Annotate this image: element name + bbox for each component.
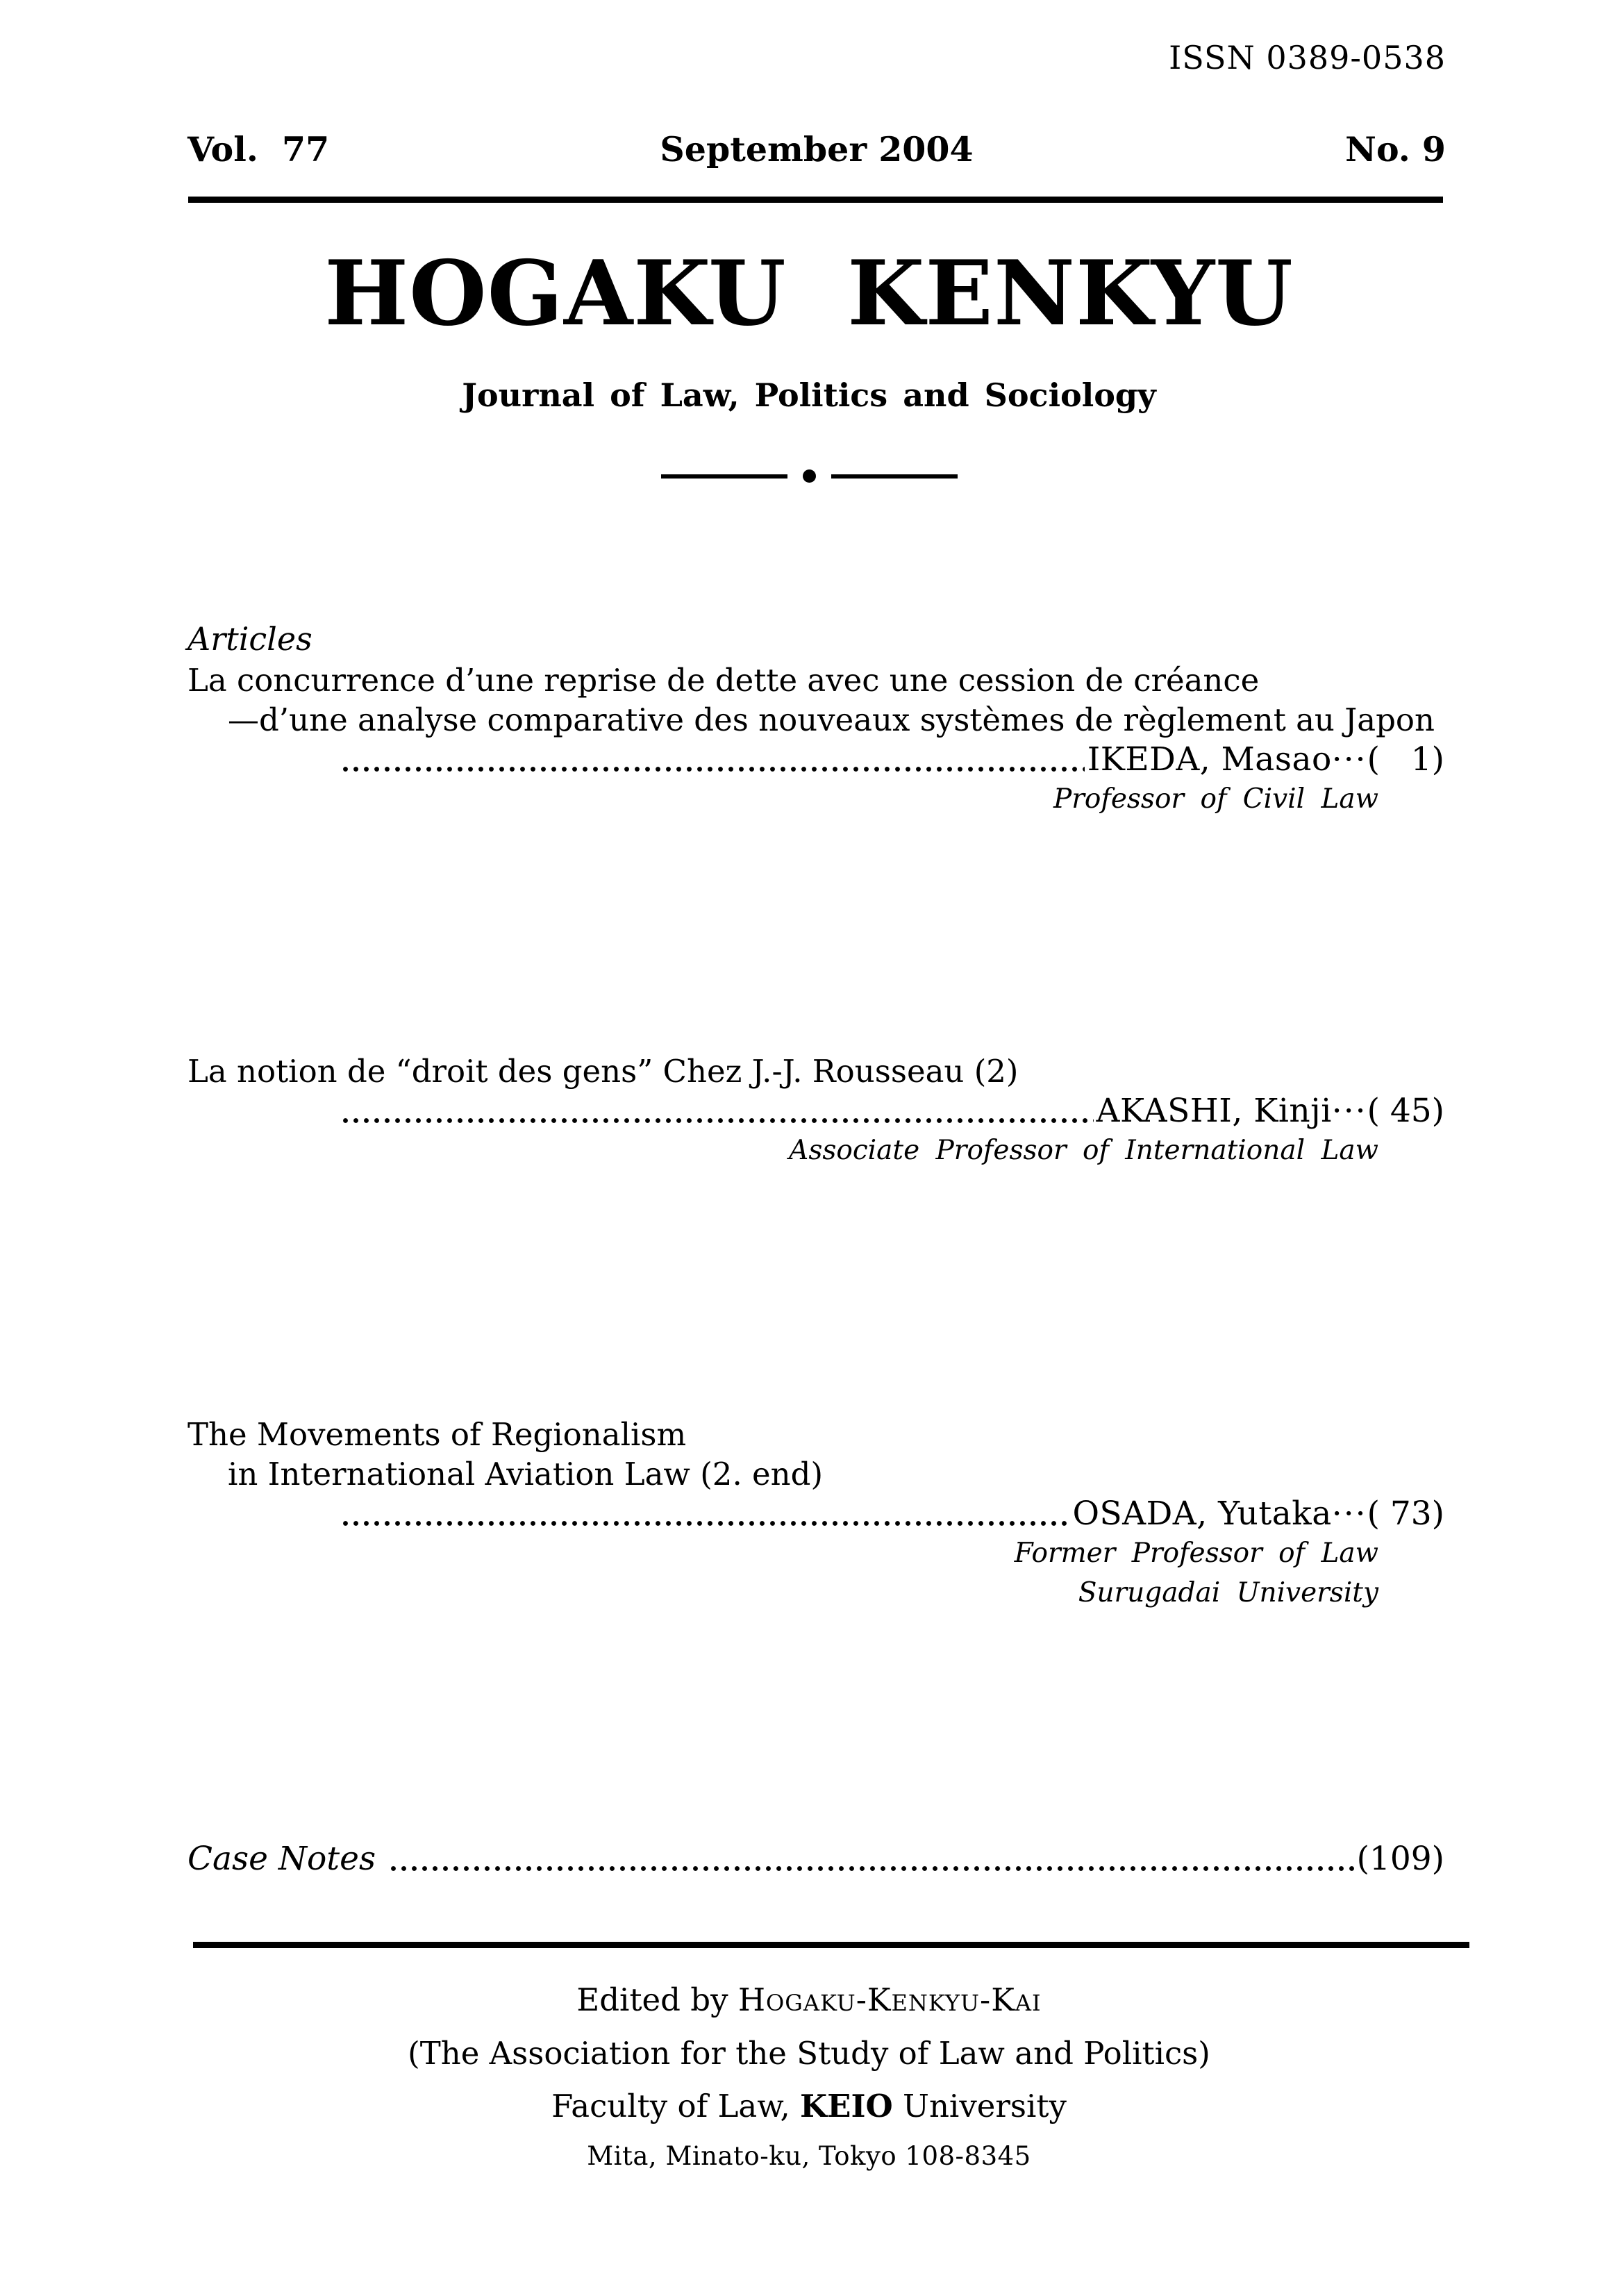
author-page-separator: ··· xyxy=(1331,1495,1367,1533)
case-notes-row xyxy=(187,1839,1444,1879)
issn-number: ISSN 0389-0538 xyxy=(1169,39,1446,76)
issue-date: September 2004 xyxy=(660,129,974,169)
divider-line-left xyxy=(661,474,787,479)
author-name: IKEDA, Masao xyxy=(1087,740,1332,779)
page-number: ( 1) xyxy=(1367,740,1444,779)
volume-row xyxy=(187,129,1446,169)
article-author-row xyxy=(187,740,1444,779)
article-author-row xyxy=(187,1494,1444,1533)
author-page-separator: ··· xyxy=(1331,1092,1367,1130)
footer-rule xyxy=(193,1942,1469,1948)
author-affiliation: Professor of Civil Law xyxy=(1053,783,1378,815)
toc-entry-1 xyxy=(187,660,1444,819)
case-notes-dot-leader xyxy=(388,1863,1354,1874)
divider-dot xyxy=(803,469,816,483)
author-affiliation: Associate Professor of International Law xyxy=(789,1135,1378,1166)
university-name: KEIO xyxy=(800,2088,893,2124)
dot-leader xyxy=(340,763,1085,774)
issue-number: No. 9 xyxy=(1345,129,1446,169)
author-name: OSADA, Yutaka xyxy=(1072,1495,1332,1533)
faculty-prefix: Faculty of Law, xyxy=(551,2088,801,2124)
address-line: Mita, Minato-ku, Tokyo 108-8345 xyxy=(587,2141,1031,2171)
author-page-separator: ··· xyxy=(1331,740,1367,779)
article-title-line: La concurrence d’une reprise de dette avec une cession de créance xyxy=(187,662,1260,699)
author-name: AKASHI, Kinji xyxy=(1096,1092,1332,1130)
article-title-line: —d’une analyse comparative des nouveaux systèmes de règlement au Japon xyxy=(228,701,1435,738)
article-title-line: La notion de “droit des gens” Chez J.-J. Rousseau (2) xyxy=(187,1053,1019,1090)
page-number: ( 45) xyxy=(1367,1092,1444,1130)
faculty-suffix: University xyxy=(892,2088,1067,2124)
dot-leader xyxy=(340,1115,1094,1126)
author-affiliation: Surugadai University xyxy=(1078,1577,1378,1608)
association-line: (The Association for the Study of Law and Politics) xyxy=(408,2035,1210,2072)
header-rule xyxy=(188,197,1443,203)
volume-label: Vol. 77 xyxy=(187,129,330,169)
article-author-row xyxy=(187,1091,1444,1131)
divider-line-right xyxy=(831,474,958,479)
faculty-line xyxy=(0,2088,1618,2124)
dot-leader xyxy=(340,1517,1069,1529)
article-title-line: in International Aviation Law (2. end) xyxy=(228,1456,824,1492)
case-notes-label: Case Notes xyxy=(187,1840,376,1878)
author-affiliation: Former Professor of Law xyxy=(1014,1538,1378,1569)
journal-subtitle: Journal of Law, Politics and Sociology xyxy=(462,376,1156,414)
case-notes-page-number: (109) xyxy=(1356,1840,1444,1878)
decorative-divider xyxy=(0,469,1618,483)
toc-entry-2 xyxy=(187,1051,1444,1170)
editor-organization: Hogaku-Kenkyu-Kai xyxy=(737,1981,1042,2018)
article-title-line: The Movements of Regionalism xyxy=(187,1416,687,1453)
toc-section-label: Articles xyxy=(187,620,312,658)
edited-by-line xyxy=(0,1981,1618,2018)
toc-entry-3 xyxy=(187,1415,1444,1613)
page-number: ( 73) xyxy=(1367,1495,1444,1533)
journal-title: HOGAKU KENKYU xyxy=(324,242,1294,346)
edited-by-prefix: Edited by xyxy=(576,1981,738,2018)
